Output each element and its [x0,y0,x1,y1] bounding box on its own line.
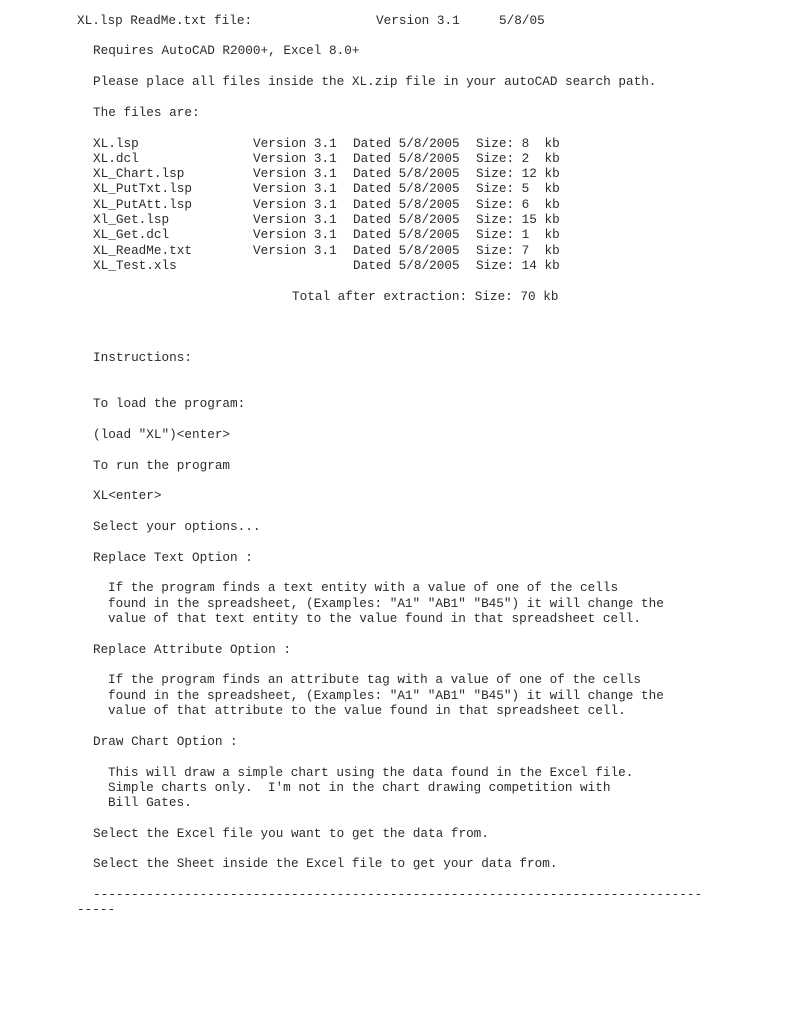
file-dated: Dated 5/8/2005 [353,136,460,151]
file-name: XL_PutTxt.lsp [93,181,192,196]
file-name: XL_Get.dcl [93,227,170,242]
file-size: Size: 14 kb [476,258,560,273]
file-version: Version 3.1 [253,181,337,196]
file-version: Version 3.1 [253,212,337,227]
replace-attribute-line: value of that attribute to the value found in that spreadsheet cell. [108,703,626,718]
file-size: Size: 15 kb [476,212,560,227]
file-version: Version 3.1 [253,166,337,181]
select-sheet-text: Select the Sheet inside the Excel file to get your data from. [93,856,558,871]
divider-line-wrap: ----- [77,902,116,917]
file-dated: Dated 5/8/2005 [353,227,460,242]
run-command: XL<enter> [93,488,162,503]
divider-line: -------------------------------------------------------------------------------- [93,887,703,902]
placement-note: Please place all files inside the XL.zip file in your autoCAD search path. [93,74,657,89]
file-version: Version 3.1 [253,227,337,242]
run-heading: To run the program [93,458,231,473]
file-dated: Dated 5/8/2005 [353,181,460,196]
file-dated: Dated 5/8/2005 [353,151,460,166]
file-name: XL.lsp [93,136,139,151]
file-version: Version 3.1 [253,197,337,212]
load-command: (load "XL")<enter> [93,427,231,442]
file-dated: Dated 5/8/2005 [353,166,460,181]
replace-attribute-line: found in the spreadsheet, (Examples: "A1" "AB1" "B45") it will change the [108,688,664,703]
file-size: Size: 6 kb [476,197,560,212]
replace-attribute-line: If the program finds an attribute tag with a value of one of the cells [108,672,641,687]
file-name: XL_ReadMe.txt [93,243,192,258]
file-version: Version 3.1 [253,243,337,258]
draw-chart-line: Bill Gates. [108,795,192,810]
draw-chart-heading: Draw Chart Option : [93,734,238,749]
file-version: Version 3.1 [253,151,337,166]
file-name: XL_Chart.lsp [93,166,185,181]
file-name: Xl_Get.lsp [93,212,170,227]
file-size: Size: 8 kb [476,136,560,151]
file-name: XL.dcl [93,151,139,166]
draw-chart-line: This will draw a simple chart using the data found in the Excel file. [108,765,634,780]
instructions-heading: Instructions: [93,350,192,365]
select-options: Select your options... [93,519,261,534]
requirements-text: Requires AutoCAD R2000+, Excel 8.0+ [93,43,360,58]
file-size: Size: 12 kb [476,166,560,181]
replace-text-line: If the program finds a text entity with a value of one of the cells [108,580,619,595]
file-version: Version 3.1 [253,136,337,151]
files-intro: The files are: [93,105,200,120]
replace-text-heading: Replace Text Option : [93,550,253,565]
file-size: Size: 2 kb [476,151,560,166]
file-dated: Dated 5/8/2005 [353,197,460,212]
load-heading: To load the program: [93,396,246,411]
draw-chart-line: Simple charts only. I'm not in the chart drawing competition with [108,780,611,795]
file-size: Size: 1 kb [476,227,560,242]
replace-text-line: value of that text entity to the value found in that spreadsheet cell. [108,611,641,626]
total-size: Total after extraction: Size: 70 kb [292,289,559,304]
header-version: Version 3.1 [376,13,460,28]
header-date: 5/8/05 [499,13,545,28]
replace-text-line: found in the spreadsheet, (Examples: "A1" "AB1" "B45") it will change the [108,596,664,611]
header-file-label: XL.lsp ReadMe.txt file: [77,13,253,28]
file-dated: Dated 5/8/2005 [353,212,460,227]
file-size: Size: 7 kb [476,243,560,258]
file-size: Size: 5 kb [476,181,560,196]
select-file-text: Select the Excel file you want to get the data from. [93,826,489,841]
file-dated: Dated 5/8/2005 [353,243,460,258]
replace-attribute-heading: Replace Attribute Option : [93,642,291,657]
file-dated: Dated 5/8/2005 [353,258,460,273]
file-name: XL_PutAtt.lsp [93,197,192,212]
file-name: XL_Test.xls [93,258,177,273]
